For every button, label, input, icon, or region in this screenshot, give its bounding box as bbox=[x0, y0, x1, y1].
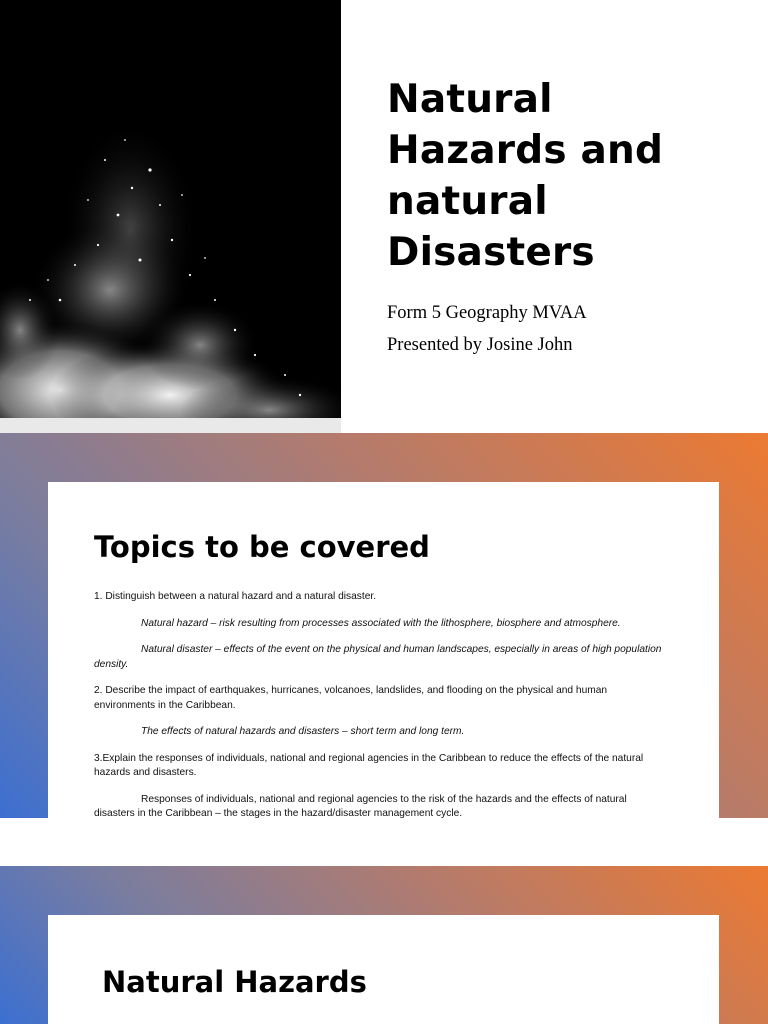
topic-item: 2. Describe the impact of earthquakes, hurricanes, volcanoes, landslides, and flooding on the physical and human environments in the Caribbean. bbox=[94, 685, 608, 711]
content-card bbox=[48, 915, 719, 1024]
title-line: Disasters bbox=[387, 230, 595, 275]
topic-item: 3.Explain the responses of individuals, national and regional agencies in the Caribbean to reduce the effects of the natural hazards and disasters. bbox=[94, 752, 644, 778]
topics-list bbox=[94, 590, 664, 818]
slide-title: Natural Hazards bbox=[102, 965, 367, 999]
natural-hazards-slide bbox=[0, 866, 768, 1024]
topic-subitem: Natural disaster – effects of the event on the physical and human landscapes, especially in areas of high population density. bbox=[94, 644, 662, 670]
content-card bbox=[48, 482, 719, 818]
presenter-subtitle: Presented by Josine John bbox=[387, 335, 573, 355]
course-subtitle: Form 5 Geography MVAA bbox=[387, 303, 587, 323]
topics-slide bbox=[0, 433, 768, 818]
topic-subitem: Natural hazard – risk resulting from processes associated with the lithosphere, biosphere and atmosphere. bbox=[141, 617, 621, 629]
subtitle-block bbox=[387, 297, 587, 361]
title-line: Hazards and bbox=[387, 128, 664, 173]
dust-cloud-graphic bbox=[0, 0, 341, 433]
topic-subitem: Responses of individuals, national and regional agencies to the risk of the hazards and the effects of natural disasters in the Caribbean – the stages in the hazard/disaster management cycle. bbox=[94, 793, 627, 818]
topic-item: 1. Distinguish between a natural hazard and a natural disaster. bbox=[94, 591, 377, 602]
title-line: natural bbox=[387, 179, 548, 224]
title-line: Natural bbox=[387, 77, 553, 122]
dust-explosion-image bbox=[0, 0, 341, 433]
title-block bbox=[387, 74, 747, 278]
slide-title bbox=[387, 74, 747, 278]
topic-subitem: The effects of natural hazards and disasters – short term and long term. bbox=[141, 726, 465, 737]
title-slide bbox=[0, 0, 768, 433]
slide-title: Topics to be covered bbox=[94, 530, 430, 564]
